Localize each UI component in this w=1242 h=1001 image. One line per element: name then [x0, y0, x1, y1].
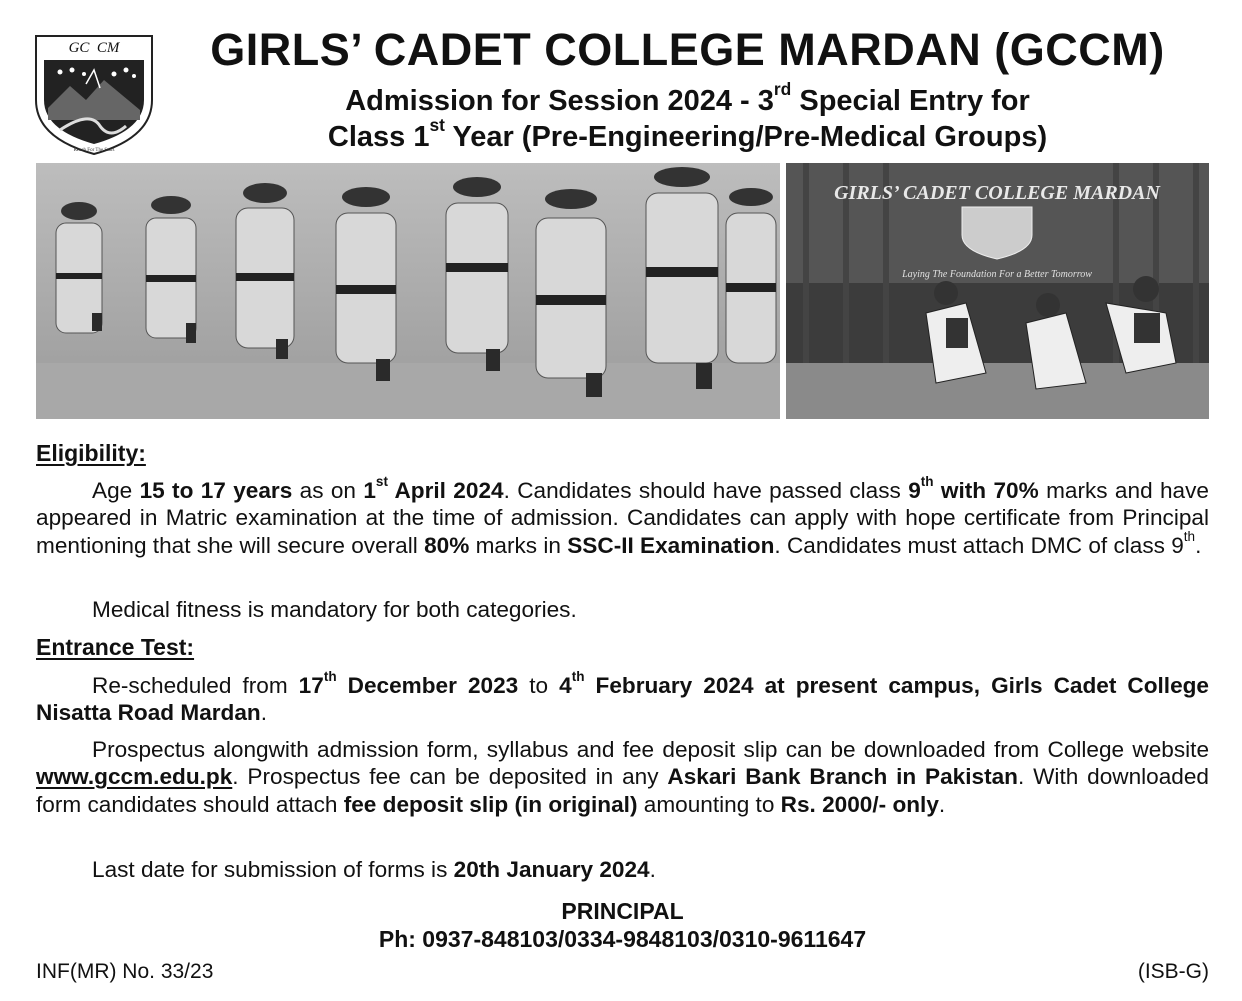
- svg-text:GC CM: GC CM: [68, 40, 120, 56]
- college-logo: [30, 30, 158, 156]
- reference-number: INF(MR) No. 33/23: [36, 960, 214, 983]
- region-code: (ISB-G): [1137, 960, 1209, 983]
- college-event-photo: [786, 163, 1209, 419]
- college-website-link[interactable]: www.gccm.edu.pk: [36, 764, 233, 790]
- medical-fitness-note: Medical fitness is mandatory for both categories.: [92, 597, 577, 622]
- subtitle-line-1: Admission for Session 2024 - 3rd Special Entry for: [345, 79, 1030, 117]
- subtitle-line-2: Class 1st Year (Pre-Engineering/Pre-Medical Groups): [327, 115, 1048, 153]
- svg-text:Reach For The Stars: Reach For The Stars: [73, 148, 115, 153]
- prospectus-paragraph: Prospectus alongwith admission form, syllabus and fee deposit slip can be downloaded from College website www.gccm.edu.pk. Prospectus fee can be deposited in any Askari Bank Branch in Pakistan. With downloaded form candidates should attach fee deposit slip (in original) amounting to Rs. 2000/- only.: [36, 737, 1210, 817]
- entrance-test-paragraph: Re-scheduled from 17th December 2023 to 4th February 2024 at present campus, Girls Cadet College Nisatta Road Mardan.: [36, 669, 1209, 726]
- cadets-parade-photo: [36, 163, 780, 419]
- last-date-note: Last date for submission of forms is 20th January 2024.: [92, 857, 656, 882]
- svg-text:GIRLS’ CADET COLLEGE MARDAN: GIRLS’ CADET COLLEGE MARDAN: [834, 182, 1160, 204]
- page-title: GIRLS’ CADET COLLEGE MARDAN (GCCM): [210, 24, 1165, 75]
- entrance-test-heading: Entrance Test:: [36, 634, 195, 660]
- principal-title: PRINCIPAL: [561, 898, 684, 924]
- principal-phone: Ph: 0937-848103/0334-9848103/0310-9611647: [378, 926, 867, 952]
- eligibility-heading: Eligibility:: [36, 440, 146, 466]
- eligibility-paragraph: Age 15 to 17 years as on 1st April 2024. Candidates should have passed class 9th with 70% marks and have appeared in Matric examination at the time of admission. Candidates can apply with hope certificate from Principal mentioning that she will secure overall 80% marks in SSC-II Examination. Candidates must attach DMC of class 9th.: [36, 474, 1209, 558]
- svg-text:Laying The Foundation For a Be: Laying The Foundation For a Better Tomorrow: [902, 269, 1092, 280]
